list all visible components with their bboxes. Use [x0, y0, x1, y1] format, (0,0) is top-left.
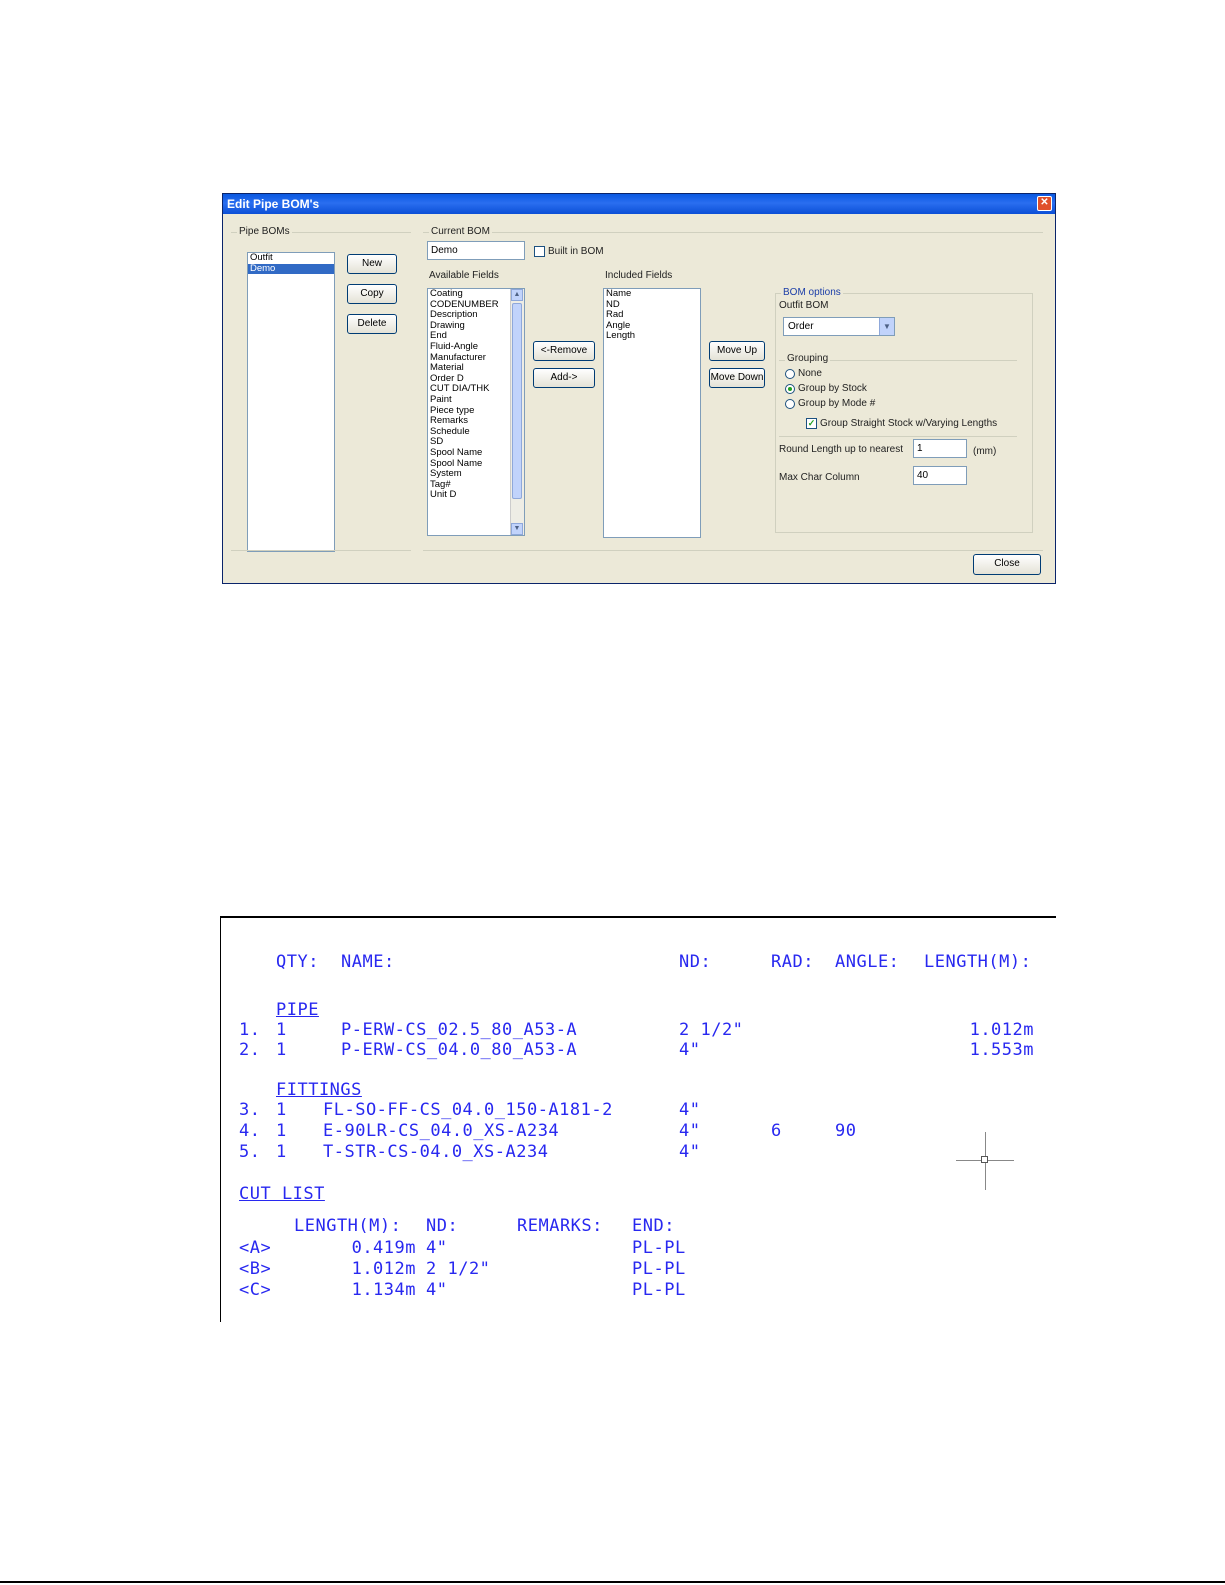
- cut-row-id: <C>: [239, 1280, 272, 1300]
- list-item[interactable]: Remarks: [430, 415, 469, 427]
- grouping-stock-label: Group by Stock: [798, 383, 867, 394]
- header-length: LENGTH(M):: [924, 952, 1032, 972]
- close-icon[interactable]: ✕: [1037, 196, 1052, 211]
- new-button[interactable]: New: [347, 254, 397, 274]
- list-item[interactable]: Manufacturer: [430, 351, 486, 363]
- pipe-boms-label: Pipe BOMs: [239, 226, 290, 237]
- list-item[interactable]: Fluid-Angle: [430, 340, 479, 352]
- bom-options-label: BOM options: [783, 287, 841, 298]
- move-up-button[interactable]: Move Up: [709, 341, 765, 361]
- scroll-thumb[interactable]: [512, 303, 522, 499]
- round-unit-label: (mm): [973, 446, 997, 457]
- list-item[interactable]: Order D: [430, 372, 464, 384]
- cut-header-length: LENGTH(M):: [294, 1216, 402, 1236]
- list-item[interactable]: Unit D: [430, 489, 457, 501]
- row-name: E-90LR-CS_04.0_XS-A234: [323, 1121, 560, 1141]
- cut-row-end: PL-PL: [632, 1238, 686, 1258]
- list-item[interactable]: Angle: [606, 319, 631, 331]
- row-nd: 4": [679, 1142, 701, 1162]
- dialog-titlebar: [223, 194, 1055, 214]
- list-item[interactable]: CODENUMBER: [430, 298, 499, 310]
- row-nd: 2 1/2": [679, 1020, 744, 1040]
- row-length: 1.012m: [969, 1020, 1034, 1040]
- built-in-bom-label: Built in BOM: [548, 246, 604, 257]
- included-fields-label: Included Fields: [605, 270, 673, 281]
- cut-row-nd: 4": [426, 1238, 448, 1258]
- built-in-bom-checkbox[interactable]: [534, 246, 545, 257]
- bottom-divider: [423, 550, 1043, 551]
- row-length: 1.553m: [969, 1040, 1034, 1060]
- current-bom-label: Current BOM: [431, 226, 490, 237]
- available-fields-label: Available Fields: [429, 270, 499, 281]
- left-bottom-divider: [231, 550, 411, 551]
- cut-header-end: END:: [632, 1216, 675, 1236]
- row-name: FL-SO-FF-CS_04.0_150-A181-2: [323, 1100, 613, 1120]
- cad-bom-output: [220, 916, 1056, 1322]
- grouping-mode-label: Group by Mode #: [798, 398, 876, 409]
- list-item[interactable]: Demo: [248, 264, 334, 275]
- list-item[interactable]: End: [430, 330, 447, 342]
- row-name: P-ERW-CS_02.5_80_A53-A: [341, 1020, 578, 1040]
- row-name: P-ERW-CS_04.0_80_A53-A: [341, 1040, 578, 1060]
- header-rad: RAD:: [771, 952, 814, 972]
- grouping-none-radio[interactable]: [785, 369, 795, 379]
- row-number: 1.: [239, 1020, 261, 1040]
- scroll-up-icon[interactable]: ▲: [511, 289, 523, 301]
- list-item[interactable]: Material: [430, 362, 464, 374]
- dialog-title: Edit Pipe BOM's: [227, 197, 320, 211]
- cut-list-heading: CUT LIST: [239, 1184, 325, 1204]
- header-nd: ND:: [679, 952, 712, 972]
- close-button[interactable]: Close: [973, 554, 1041, 575]
- row-nd: 4": [679, 1100, 701, 1120]
- order-select-value: Order: [788, 321, 814, 332]
- list-item[interactable]: ND: [606, 298, 620, 310]
- pipe-heading: PIPE: [276, 1000, 319, 1020]
- row-nd: 4": [679, 1121, 701, 1141]
- remove-button[interactable]: <-Remove: [533, 341, 595, 361]
- cut-header-remarks: REMARKS:: [517, 1216, 603, 1236]
- cut-row-nd: 4": [426, 1280, 448, 1300]
- outfit-bom-label: Outfit BOM: [779, 300, 829, 311]
- header-name: NAME:: [341, 952, 395, 972]
- chevron-down-icon[interactable]: ▼: [879, 318, 894, 335]
- list-item[interactable]: CUT DIA/THK: [430, 383, 490, 395]
- header-angle: ANGLE:: [835, 952, 900, 972]
- fittings-heading: FITTINGS: [276, 1080, 362, 1100]
- current-bom-input[interactable]: Demo: [427, 241, 525, 260]
- cut-row-end: PL-PL: [632, 1280, 686, 1300]
- row-qty: 1: [276, 1040, 287, 1060]
- list-item[interactable]: Name: [606, 288, 632, 299]
- list-item[interactable]: Coating: [430, 288, 463, 299]
- row-qty: 1: [276, 1020, 287, 1040]
- list-item[interactable]: Schedule: [430, 425, 470, 437]
- list-item[interactable]: Length: [606, 330, 636, 342]
- row-name: T-STR-CS-04.0_XS-A234: [323, 1142, 549, 1162]
- grouping-none-label: None: [798, 368, 822, 379]
- row-number: 3.: [239, 1100, 261, 1120]
- edit-pipe-boms-dialog: [222, 193, 1056, 584]
- max-chars-label: Max Char Column: [779, 472, 860, 483]
- cut-row-id: <B>: [239, 1259, 272, 1279]
- current-bom-group-line: [423, 232, 1043, 233]
- cut-header-nd: ND:: [426, 1216, 459, 1236]
- cut-row-length: 1.012m: [351, 1259, 416, 1279]
- round-length-input[interactable]: 1: [913, 439, 967, 458]
- header-qty: QTY:: [276, 952, 319, 972]
- grouping-stock-radio[interactable]: [785, 384, 795, 394]
- row-qty: 1: [276, 1142, 287, 1162]
- crosshair-pickbox-icon: [981, 1156, 988, 1163]
- max-chars-input[interactable]: 40: [913, 466, 967, 485]
- order-select[interactable]: [783, 317, 895, 336]
- available-fields-list[interactable]: [427, 288, 525, 536]
- add-button[interactable]: Add->: [533, 368, 595, 388]
- list-item[interactable]: SD: [430, 436, 444, 448]
- row-qty: 1: [276, 1100, 287, 1120]
- group-straight-checkbox[interactable]: ✓: [807, 418, 816, 428]
- row-nd: 4": [679, 1040, 701, 1060]
- list-item[interactable]: Paint: [430, 393, 452, 405]
- list-item[interactable]: System: [430, 468, 462, 480]
- page-bottom-border: [0, 1581, 1225, 1583]
- cut-row-length: 0.419m: [351, 1238, 416, 1258]
- row-rad: 6: [771, 1121, 782, 1141]
- list-item[interactable]: Outfit: [250, 252, 273, 263]
- group-straight-label: Group Straight Stock w/Varying Lengths: [820, 418, 998, 429]
- included-fields-list[interactable]: [603, 288, 701, 538]
- list-item[interactable]: Drawing: [430, 319, 465, 331]
- cut-row-id: <A>: [239, 1238, 272, 1258]
- delete-button[interactable]: Delete: [347, 314, 397, 334]
- row-angle: 90: [835, 1121, 857, 1141]
- available-fields-scrollbar[interactable]: [510, 289, 524, 535]
- cut-row-nd: 2 1/2": [426, 1259, 491, 1279]
- list-item[interactable]: Spool Name: [430, 457, 483, 469]
- move-down-button[interactable]: Move Down: [709, 368, 765, 388]
- scroll-down-icon[interactable]: ▼: [511, 523, 523, 535]
- row-qty: 1: [276, 1121, 287, 1141]
- copy-button[interactable]: Copy: [347, 284, 397, 304]
- list-item[interactable]: Spool Name: [430, 446, 483, 458]
- list-item[interactable]: Rad: [606, 309, 624, 321]
- cut-row-length: 1.134m: [351, 1280, 416, 1300]
- round-length-label: Round Length up to nearest: [779, 444, 903, 455]
- list-item[interactable]: Tag#: [430, 478, 451, 490]
- pipe-boms-list[interactable]: [247, 252, 335, 552]
- list-item[interactable]: Description: [430, 309, 478, 321]
- row-number: 5.: [239, 1142, 261, 1162]
- list-item[interactable]: Piece type: [430, 404, 475, 416]
- options-divider: [779, 436, 1017, 437]
- cut-row-end: PL-PL: [632, 1259, 686, 1279]
- grouping-mode-radio[interactable]: [785, 399, 795, 409]
- row-number: 4.: [239, 1121, 261, 1141]
- row-number: 2.: [239, 1040, 261, 1060]
- grouping-label: Grouping: [787, 353, 829, 364]
